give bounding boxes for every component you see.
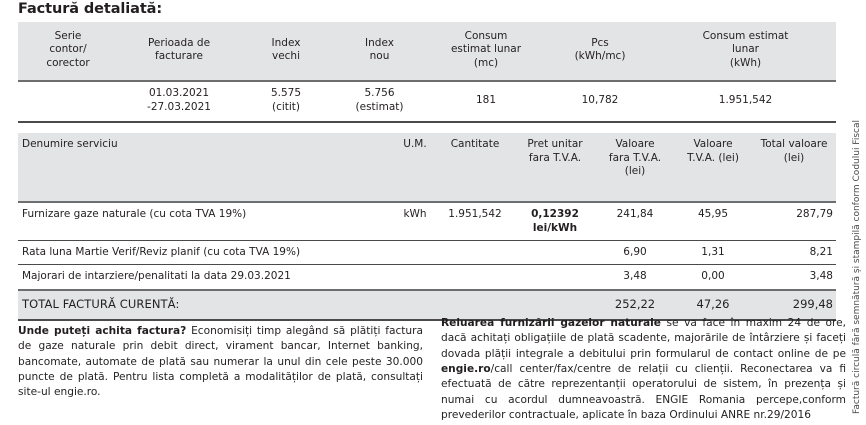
total-valoare: 252,22: [596, 290, 674, 321]
service-tva: 1,31: [674, 241, 752, 265]
col-pret-line2: fara T.V.A.: [528, 151, 582, 164]
col-pcs-line2: (kWh/mc): [574, 50, 626, 63]
page-title: Factură detaliată:: [18, 1, 163, 17]
index-table-header-row: [18, 22, 836, 81]
reconnection-info-heading: Reluarea furnizării gazelor naturale: [441, 317, 661, 329]
col-consum-kwh-line2: lunar: [732, 43, 759, 56]
perioada-start: 01.03.2021: [148, 87, 210, 100]
col-consum-mc: [427, 22, 545, 81]
service-um: [394, 265, 436, 290]
col-pcs-line1: Pcs: [591, 36, 609, 49]
col-consum-mc-line2: estimat lunar: [450, 43, 522, 56]
cell-index-nou: [332, 81, 427, 121]
service-name: Rata luna Martie Verif/Reviz planif (cu cota TVA 19%): [18, 241, 394, 265]
index-consumption-table: [18, 22, 836, 123]
col-total-line1: Total valoare: [760, 138, 828, 150]
total-label: TOTAL FACTURĂ CURENTĂ:: [18, 290, 394, 321]
perioada-end: -27.03.2021: [147, 100, 211, 113]
service-name: Furnizare gaze naturale (cu cota TVA 19%): [18, 202, 394, 241]
col-index-vechi-line1: Index: [271, 36, 301, 49]
col-tva-line2: T.V.A. (lei): [687, 151, 739, 164]
col-consum-kwh-line3: (kWh): [729, 56, 762, 69]
service-tva: 45,95: [674, 202, 752, 241]
service-tva: 0,00: [674, 265, 752, 290]
service-valoare: 6,90: [596, 241, 674, 265]
col-index-vechi: [240, 22, 332, 81]
cell-consum-mc: 181: [427, 81, 545, 121]
index-table-row: [18, 81, 836, 121]
col-consum-kwh: [655, 22, 836, 81]
engie-website-link[interactable]: engie.ro: [441, 363, 491, 376]
col-perioada-line1: Perioada de: [147, 36, 211, 49]
col-serie-contor: [18, 22, 118, 81]
col-consum-mc-line3: (mc): [473, 56, 499, 69]
payment-info-body: Economisiți timp alegând să plătiți factura de gaze naturale prin debit direct, virament bancar, Internet banking, bancomate, automate de plată sau numerar la unul din cele peste 30.000 puncte de plată. Pentru lista completă a modalităților de plată, consultați site-ul engie.ro.: [18, 325, 423, 399]
index-nou-note: (estimat): [355, 100, 404, 113]
col-valoare-line1: Valoare: [615, 138, 655, 150]
col-valoare-fara-tva: [596, 133, 674, 202]
col-cantitate: Cantitate: [436, 133, 514, 202]
service-cantitate: [436, 265, 514, 290]
index-nou-value: 5.756: [364, 87, 395, 100]
col-index-nou: [332, 22, 427, 81]
services-table: [18, 133, 836, 321]
reconnection-body-part2: /call center/fax/centre de relații cu clienții. Reconectarea va fi efectuată de către reprezentanții operatorului de sistem, în prezența și numai cu acordul dumneavoastră. ENGIE Romania percepe,conform prevederilor contractuale, aplicate în baza Ordinului ANRE nr.29/2016: [441, 363, 846, 422]
cell-perioada-facturare: [118, 81, 240, 121]
vertical-legal-note: [848, 44, 866, 414]
col-valoare-tva: [674, 133, 752, 202]
payment-info-heading: Unde puteți achita factura?: [18, 325, 187, 337]
col-serie-line3: corector: [46, 56, 90, 69]
col-serie-line1: Serie: [54, 30, 82, 42]
service-valoare: 3,48: [596, 265, 674, 290]
col-total-line2: (lei): [783, 151, 805, 164]
service-pret-unitar: [514, 202, 596, 241]
col-perioada-facturare: [118, 22, 240, 81]
col-valoare-line2: fara T.V.A.: [608, 151, 662, 164]
table-row: [18, 202, 836, 241]
col-denumire-serviciu: Denumire serviciu: [18, 133, 394, 202]
total-general: 299,48: [752, 290, 836, 321]
col-pcs: [545, 22, 655, 81]
service-total: 8,21: [752, 241, 836, 265]
cell-consum-kwh: 1.951,542: [655, 81, 836, 121]
col-perioada-line2: facturare: [155, 50, 203, 63]
col-pret-line1: Pret unitar: [527, 138, 583, 150]
service-cantitate: 1.951,542: [436, 202, 514, 241]
index-vechi-note: (citit): [271, 100, 301, 113]
col-pret-unitar: [514, 133, 596, 202]
service-um: [394, 241, 436, 265]
service-total: 3,48: [752, 265, 836, 290]
service-pret-unitar: [514, 265, 596, 290]
service-valoare: 241,84: [596, 202, 674, 241]
table-row: [18, 241, 836, 265]
services-header-row: [18, 133, 836, 202]
col-um: U.M.: [394, 133, 436, 202]
cell-serie-contor: [18, 81, 118, 121]
col-valoare-line3: (lei): [624, 165, 646, 178]
col-serie-line2: contor/: [49, 43, 87, 56]
reconnection-info-note: [441, 316, 846, 424]
footer-notes: [18, 316, 846, 424]
payment-info-note: [18, 316, 423, 424]
service-um: kWh: [394, 202, 436, 241]
total-tva: 47,26: [674, 290, 752, 321]
col-index-nou-line1: Index: [365, 36, 394, 49]
col-index-vechi-line2: vechi: [271, 50, 301, 63]
vertical-legal-note-text: Factură circulă fără semnătură și stampilă conform Codului Fiscal: [852, 120, 862, 414]
col-tva-line1: Valoare: [693, 138, 733, 150]
cell-pcs: 10,782: [545, 81, 655, 121]
index-vechi-value: 5.575: [270, 87, 302, 100]
reconnection-body-part1: se va face în maxim 24 de ore, dacă achitați obligațiile de plată scadente, majorările de întârziere și faceți dovada plății integrale a debitului prin formularul de contact online de pe: [441, 317, 846, 360]
service-total: 287,79: [752, 202, 836, 241]
service-cantitate: [436, 241, 514, 265]
col-index-nou-line2: nou: [369, 50, 390, 63]
cell-index-vechi: [240, 81, 332, 121]
service-pret-unitar: [514, 241, 596, 265]
table-row: [18, 265, 836, 290]
col-total-valoare: [752, 133, 836, 202]
service-name: Majorari de intarziere/penalitati la data 29.03.2021: [18, 265, 394, 290]
service-pret-unit: lei/kWh: [532, 222, 578, 235]
col-consum-mc-line1: Consum: [464, 30, 508, 42]
service-pret-value: 0,12392: [531, 207, 579, 220]
col-consum-kwh-line1: Consum estimat: [702, 30, 789, 42]
